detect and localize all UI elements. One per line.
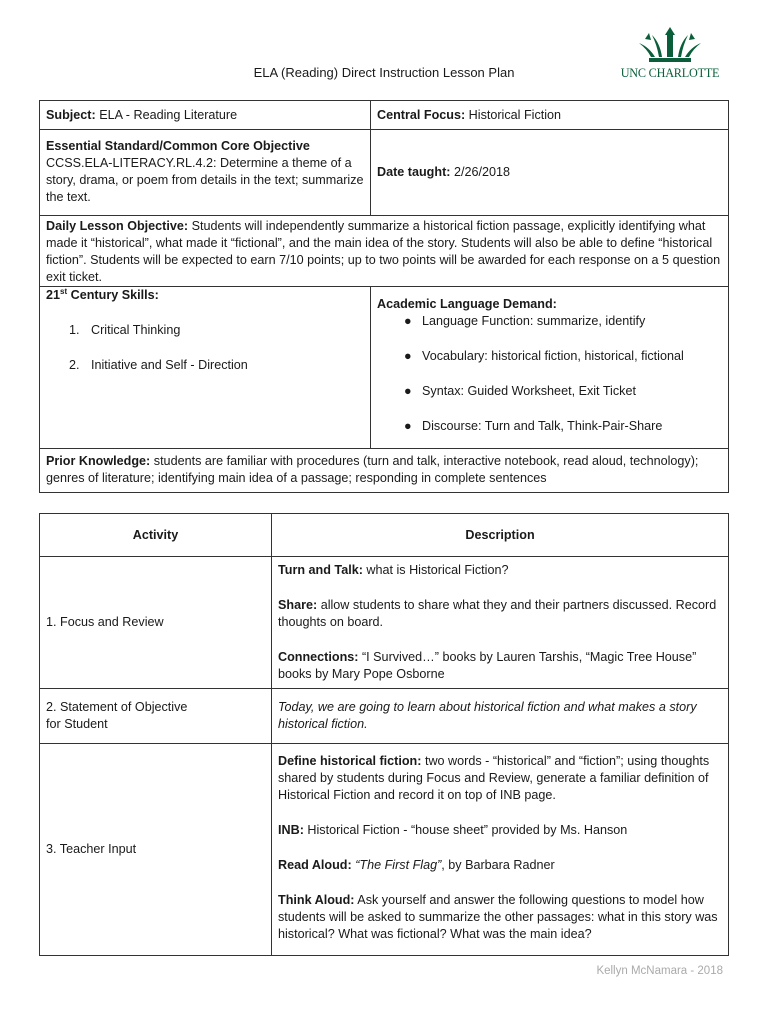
unc-charlotte-logo xyxy=(614,27,726,83)
skills-label: 21st Century Skills: xyxy=(46,286,159,302)
activities-header-row xyxy=(40,514,729,557)
standard-cell xyxy=(40,130,371,216)
footer-credit: Kellyn McNamara - 2018 xyxy=(596,965,723,977)
crown-logo-icon xyxy=(635,27,705,65)
activity-cell: 3. Teacher Input xyxy=(40,744,272,956)
prior-label: Prior Knowledge: xyxy=(46,454,151,468)
share-line: Share: allow students to share what they and their partners discussed. Record thoughts on board. xyxy=(278,598,717,629)
subject-row xyxy=(40,101,729,130)
date-label: Date taught: xyxy=(377,165,451,179)
standard-row xyxy=(40,130,729,216)
objective-label: Daily Lesson Objective: xyxy=(46,219,189,233)
prior-knowledge-cell xyxy=(40,449,729,493)
table-row xyxy=(40,744,729,956)
activities-table xyxy=(39,513,729,956)
standard-value: CCSS.ELA-LITERACY.RL.4.2: Determine a theme of a story, drama, or poem from details in the text; summarize the text. xyxy=(46,156,364,204)
description-cell xyxy=(272,557,729,689)
inb-line: INB: Historical Fiction - “house sheet” provided by Ms. Hanson xyxy=(278,823,628,837)
activity-cell: 2. Statement of Objective for Student xyxy=(40,689,272,744)
activity-cell: 1. Focus and Review xyxy=(40,557,272,689)
central-focus-value: Historical Fiction xyxy=(468,107,562,122)
subject-label: Subject: xyxy=(46,107,96,122)
objective-value: Students will independently summarize a historical fiction passage, explicitly identifying what made it “historical”, what made it “fictional”, and the main idea of the story. Students will also be able to define “historical fiction”. Students will be expected to earn 7/10 points; up to two points will be awarded for each response on a 5 question exit ticket. xyxy=(46,219,721,284)
academic-item: ● Language Function: summarize, identify xyxy=(404,314,646,328)
central-focus-label: Central Focus: xyxy=(377,107,466,122)
page-title: ELA (Reading) Direct Instruction Lesson Plan xyxy=(253,65,515,80)
subject-value: ELA - Reading Literature xyxy=(99,107,238,122)
objective-cell xyxy=(40,216,729,287)
skills-row xyxy=(40,287,729,449)
academic-item: ● Syntax: Guided Worksheet, Exit Ticket xyxy=(404,384,636,398)
table-row xyxy=(40,557,729,689)
central-focus-cell xyxy=(371,101,729,130)
define-line: Define historical fiction: two words - “historical” and “fiction”; using thoughts shared by students during Focus and Review, generate a familiar definition of Historical Fiction and record it on top of INB page. xyxy=(278,754,710,802)
description-cell: Today, we are going to learn about historical fiction and what makes a story historical fiction. xyxy=(272,689,729,744)
prior-value: students are familiar with procedures (turn and talk, interactive notebook, read aloud, technology); genres of literature; identifying main idea of a passage; responding in complete sentences xyxy=(46,454,699,485)
academic-item: ● Discourse: Turn and Talk, Think-Pair-Share xyxy=(404,419,663,433)
skill-item: 1. Critical Thinking xyxy=(69,323,181,337)
date-value: 2/26/2018 xyxy=(453,165,510,179)
read-aloud-line: Read Aloud: “The First Flag”, by Barbara Radner xyxy=(278,858,555,872)
academic-language-cell xyxy=(371,287,729,449)
logo-text: UNC CHARLOTTE xyxy=(620,66,720,80)
think-aloud-line: Think Aloud: Ask yourself and answer the following questions to model how students will be asked to summarize the other passages: what in this story was historical? What was fictional? What was the main idea? xyxy=(278,893,718,941)
connections-line: Connections: “I Survived…” books by Lauren Tarshis, “Magic Tree House” books by Mary Pope Osborne xyxy=(278,650,697,681)
table-row xyxy=(40,689,729,744)
standard-label: Essential Standard/Common Core Objective xyxy=(46,139,310,153)
subject-cell xyxy=(40,101,371,130)
turn-and-talk-line: Turn and Talk: what is Historical Fiction? xyxy=(278,563,509,577)
skills-cell xyxy=(40,287,371,449)
description-cell xyxy=(272,744,729,956)
prior-knowledge-row xyxy=(40,449,729,493)
description-column-header: Description xyxy=(272,514,729,557)
objective-row xyxy=(40,216,729,287)
academic-item: ● Vocabulary: historical fiction, historical, fictional xyxy=(404,349,684,363)
activity-column-header: Activity xyxy=(40,514,272,557)
date-cell xyxy=(371,130,729,216)
skill-item: 2. Initiative and Self - Direction xyxy=(69,358,248,372)
lesson-plan-table xyxy=(39,100,729,493)
academic-label: Academic Language Demand: xyxy=(377,297,557,311)
